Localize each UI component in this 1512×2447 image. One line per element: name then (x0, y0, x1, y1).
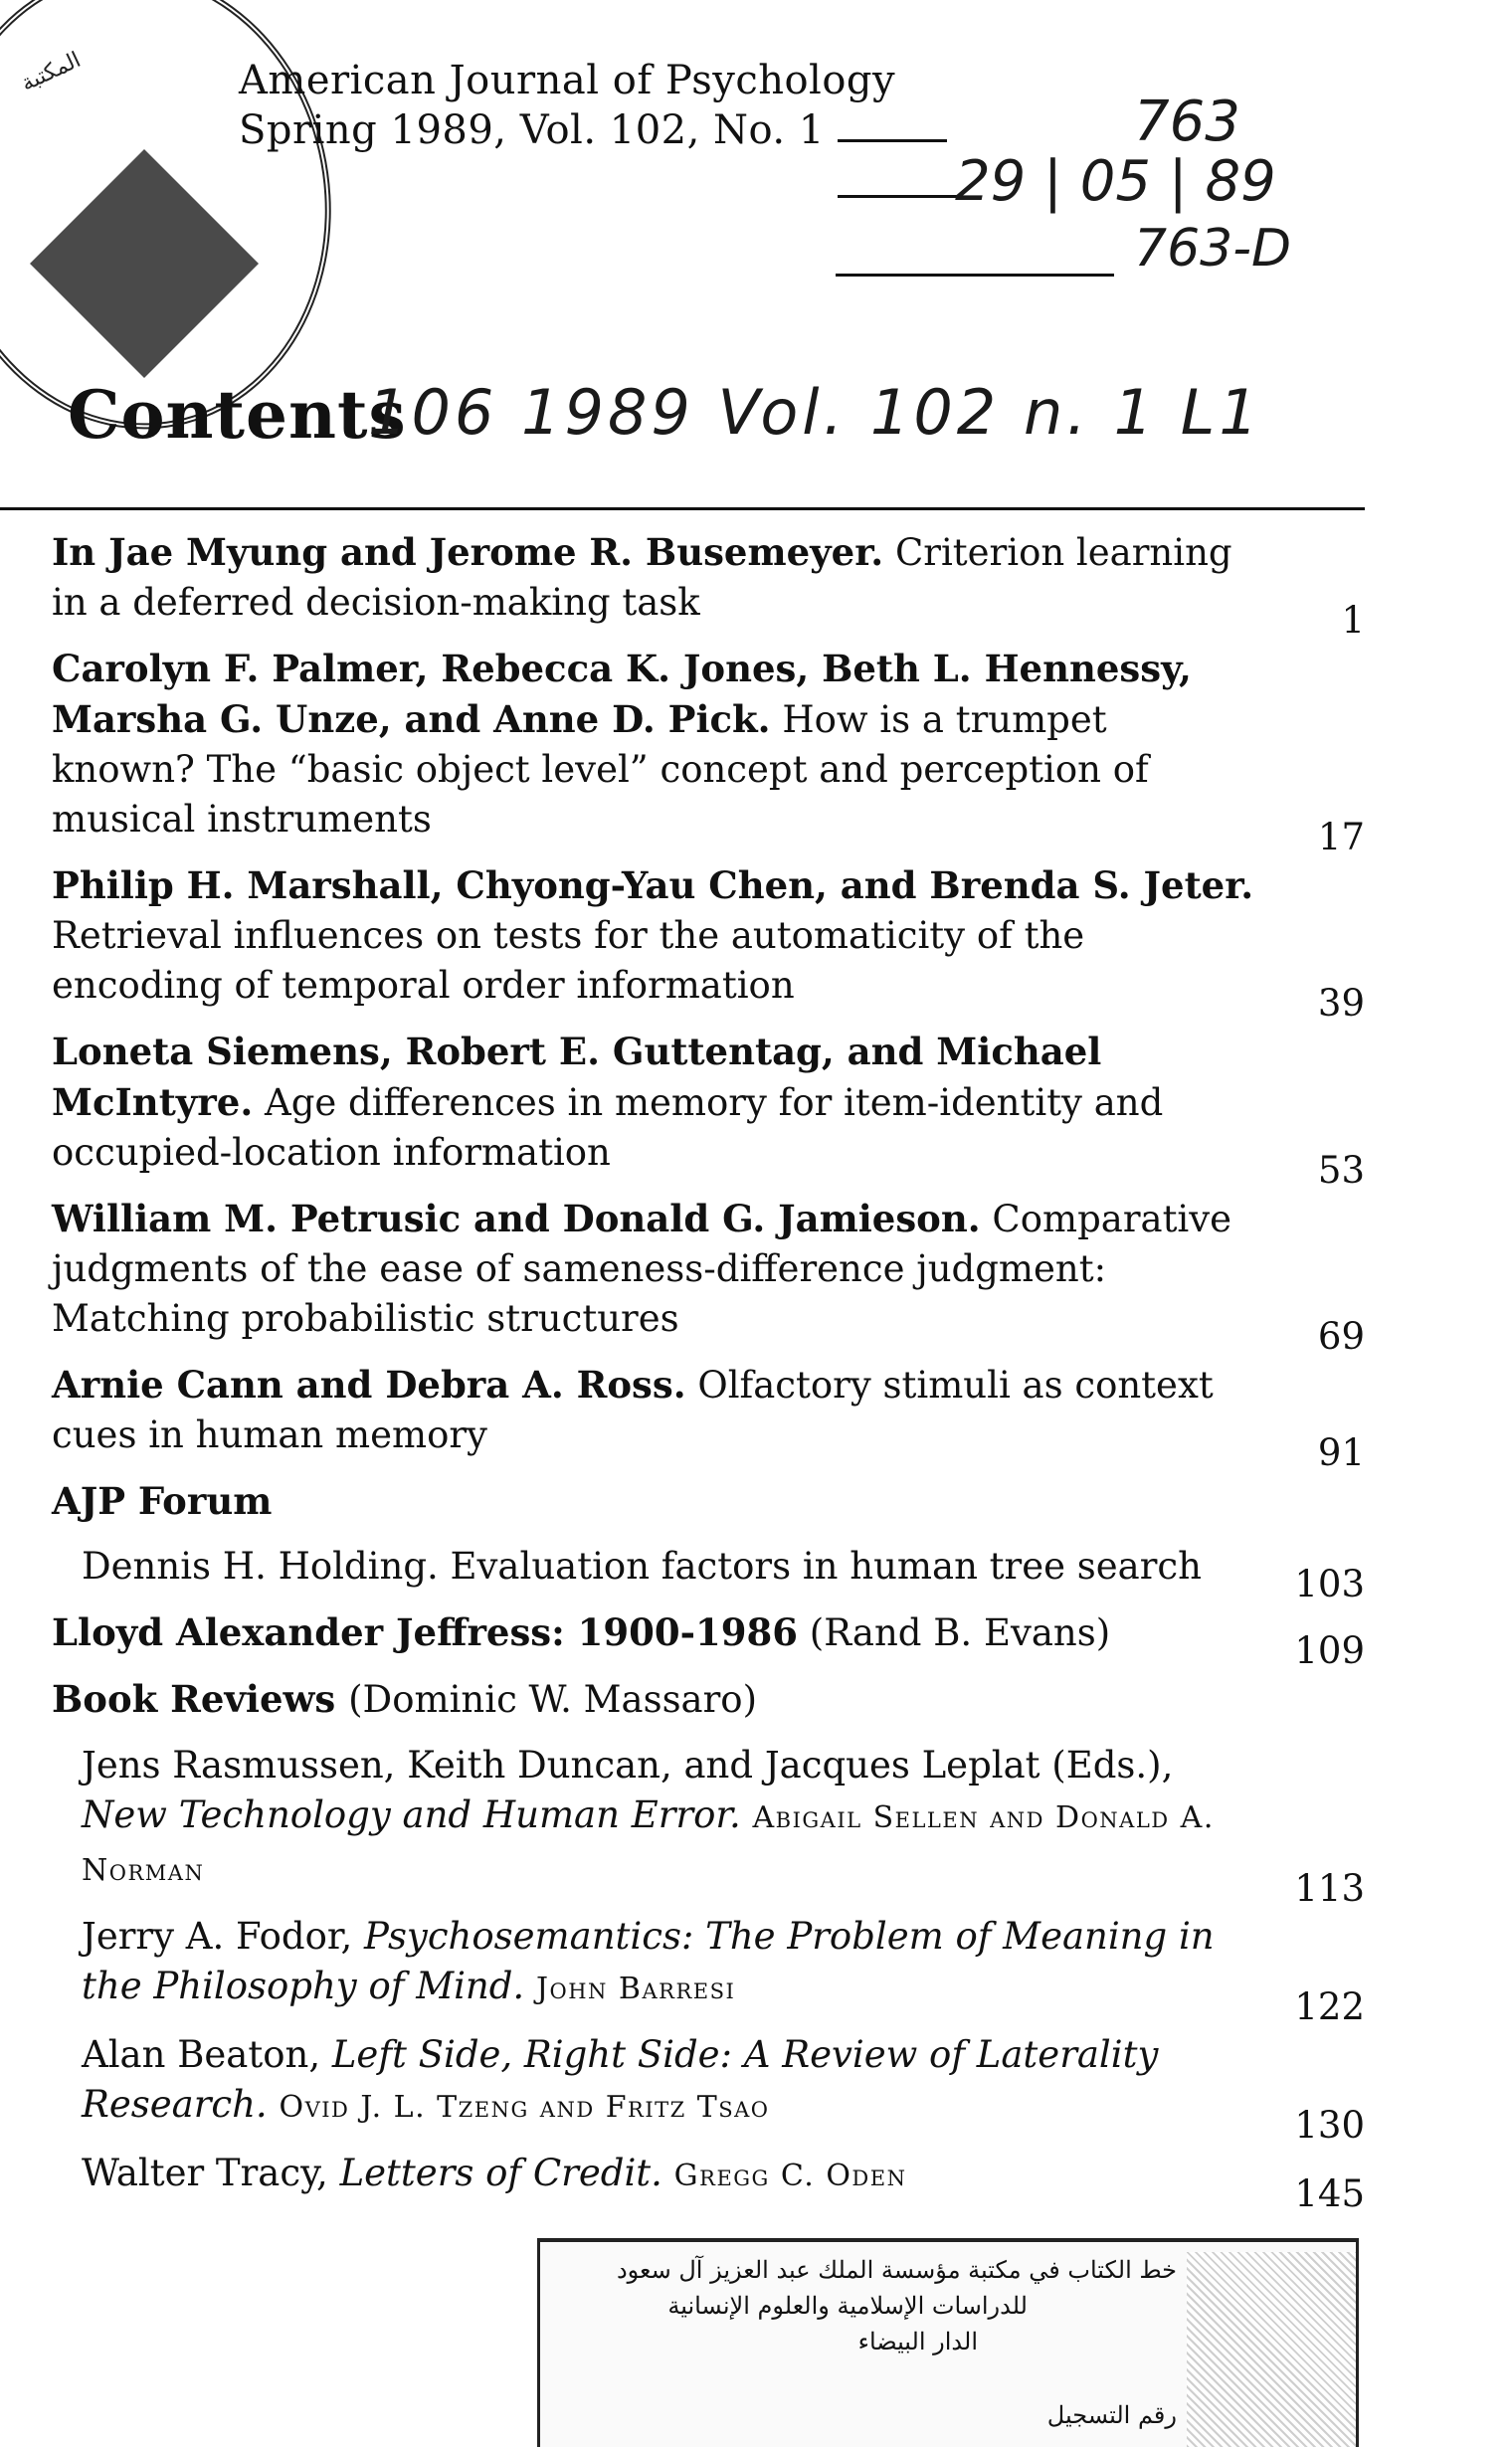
reviewer-name: John Barresi (535, 1972, 736, 2006)
page-number: 109 (1294, 1629, 1365, 1672)
entry-authors: Loneta Siemens, Robert E. Guttentag, and Michael McIntyre. (52, 1030, 1102, 1124)
review-entry (52, 1741, 1365, 1910)
handwritten-stroke (838, 139, 947, 142)
page-number: 113 (1294, 1867, 1365, 1910)
title-rule (0, 507, 1365, 510)
review-authors: Jerry A. Fodor, (82, 1915, 353, 1958)
review-entry (52, 2149, 1365, 2215)
toc-entry (52, 860, 1365, 1025)
journal-header (239, 56, 895, 155)
forum-heading: AJP Forum (52, 1479, 273, 1523)
entry-authors: Arnie Cann and Debra A. Ross. (52, 1363, 686, 1407)
stamp-line: رقم التسجيل (1046, 2401, 1177, 2429)
issue-line: Spring 1989, Vol. 102, No. 1 (239, 107, 825, 153)
review-authors: Walter Tracy, (82, 2152, 328, 2194)
toc-entry (52, 1194, 1365, 1358)
journal-name: American Journal of Psychology (239, 58, 896, 103)
obituary-entry (52, 1607, 1365, 1672)
review-entry (52, 2030, 1365, 2147)
page-number: 39 (1317, 982, 1365, 1025)
forum-entry (52, 1542, 1365, 1605)
page-number: 1 (1341, 599, 1365, 642)
stamp-line: الدار البيضاء (857, 2328, 978, 2355)
page-number: 130 (1294, 2104, 1365, 2147)
stamp-texture (1187, 2252, 1356, 2447)
page-title: Contents (68, 376, 407, 454)
stamp-line: خط الكتاب في مكتبة مؤسسة الملك عبد العزيز آل سعود (616, 2256, 1177, 2284)
forum-entry-text: Dennis H. Holding. Evaluation factors in human tree search (82, 1545, 1202, 1588)
page-number: 17 (1317, 816, 1365, 858)
entry-title: Olfactory stimuli as context cues in human memory (52, 1364, 1214, 1456)
review-book-title: Letters of Credit. (339, 2152, 662, 2194)
toc-entry (52, 527, 1365, 642)
reviewer-name: Gregg C. Oden (673, 2159, 907, 2193)
reviewer-name: Abigail Sellen and Donald A. Norman (82, 1800, 1215, 1888)
review-book-title: Psychosemantics: The Problem of Meaning in the Philosophy of Mind. (82, 1915, 1215, 2007)
stamp-line: للدراسات الإسلامية والعلوم الإنسانية (667, 2292, 1028, 2320)
stamp-text: المكتبة (17, 47, 86, 97)
handwritten-number: 763-D (1134, 219, 1292, 279)
review-book-title: Left Side, Right Side: A Review of Laterality Research. (82, 2033, 1159, 2126)
reviewer-name: Ovid J. L. Tzeng and Fritz Tsao (279, 2090, 770, 2125)
book-reviews-editor: (Dominic W. Massaro) (348, 1678, 758, 1721)
review-authors: Jens Rasmussen, Keith Duncan, and Jacques Leplat (Eds.), (82, 1744, 1174, 1787)
entry-title: Retrieval influences on tests for the automaticity of the encoding of temporal order information (52, 914, 1085, 1007)
handwritten-stroke (836, 274, 1114, 277)
table-of-contents (52, 527, 1365, 2217)
review-book-title: New Technology and Human Error. (82, 1793, 741, 1836)
page-number: 53 (1317, 1149, 1365, 1192)
page-number: 69 (1317, 1315, 1365, 1358)
toc-entry (52, 1027, 1365, 1192)
obituary-author: (Rand B. Evans) (809, 1611, 1111, 1654)
page-number: 122 (1294, 1985, 1365, 2028)
page-number: 91 (1317, 1431, 1365, 1474)
entry-authors: William M. Petrusic and Donald G. Jamieson. (52, 1197, 981, 1240)
handwritten-title-note: 106 1989 Vol. 102 n. 1 L1 (368, 376, 1262, 449)
entry-title: How is a trumpet known? The “basic object level” concept and perception of musical instruments (52, 698, 1149, 841)
entry-authors: In Jae Myung and Jerome R. Busemeyer. (52, 530, 884, 574)
registration-stamp (537, 2238, 1359, 2447)
book-reviews-heading (52, 1674, 1365, 1725)
book-reviews-title: Book Reviews (52, 1677, 336, 1721)
handwritten-number: 763 (1134, 90, 1240, 154)
entry-title: Age differences in memory for item-identity and occupied-location information (52, 1081, 1164, 1174)
toc-entry (52, 1360, 1365, 1474)
obituary-title: Lloyd Alexander Jeffress: 1900-1986 (52, 1610, 798, 1654)
page-number: 145 (1294, 2172, 1365, 2215)
entry-authors: Philip H. Marshall, Chyong-Yau Chen, and Brenda S. Jeter. (52, 863, 1254, 907)
review-authors: Alan Beaton, (82, 2033, 321, 2076)
review-entry (52, 1912, 1365, 2028)
handwritten-stroke (838, 195, 957, 198)
entry-authors: Carolyn F. Palmer, Rebecca K. Jones, Beth L. Hennessy, Marsha G. Unze, and Anne D. Pick. (52, 647, 1192, 741)
entry-title: Criterion learning in a deferred decision-making task (52, 531, 1232, 624)
handwritten-date: 29 | 05 | 89 (955, 149, 1276, 214)
toc-entry (52, 644, 1365, 858)
entry-title: Comparative judgments of the ease of sameness-difference judgment: Matching probabilistic structures (52, 1198, 1232, 1340)
page-number: 103 (1294, 1563, 1365, 1605)
